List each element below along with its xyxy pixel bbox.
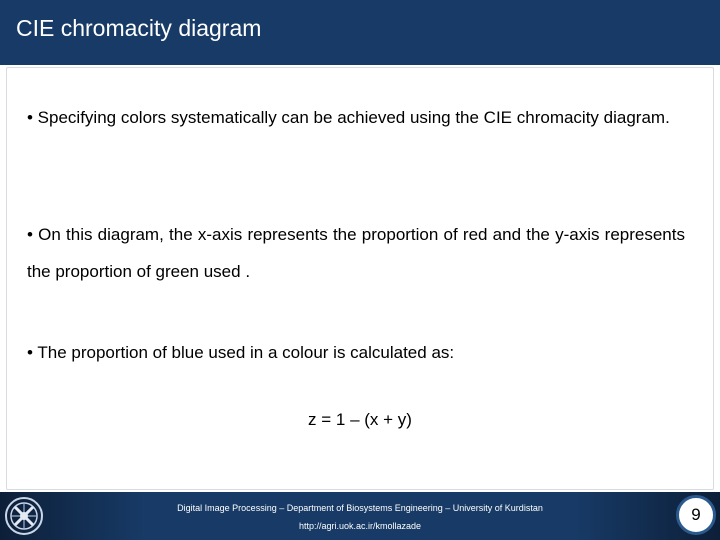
slide-footer [0, 492, 720, 540]
content-area [6, 67, 714, 490]
bullet-paragraph-2: • On this diagram, the x-axis represents the proportion of red and the y-axis represents the proportion of green used . [27, 225, 685, 281]
slide-header [0, 0, 720, 65]
slide-title: CIE chromacity diagram [16, 15, 262, 41]
bullet-paragraph-1: • Specifying colors systematically can be achieved using the CIE chromacity diagram. [27, 108, 670, 127]
page-number-badge: 9 [676, 495, 716, 535]
footer-url: http://agri.uok.ac.ir/kmollazade [298, 521, 422, 531]
bullet-paragraph-3: • The proportion of blue used in a colour is calculated as: [27, 343, 455, 362]
footer-course-info: Digital Image Processing – Department of Biosystems Engineering – University of Kurdistan [177, 503, 543, 513]
formula: z = 1 – (x + y) [308, 410, 412, 429]
